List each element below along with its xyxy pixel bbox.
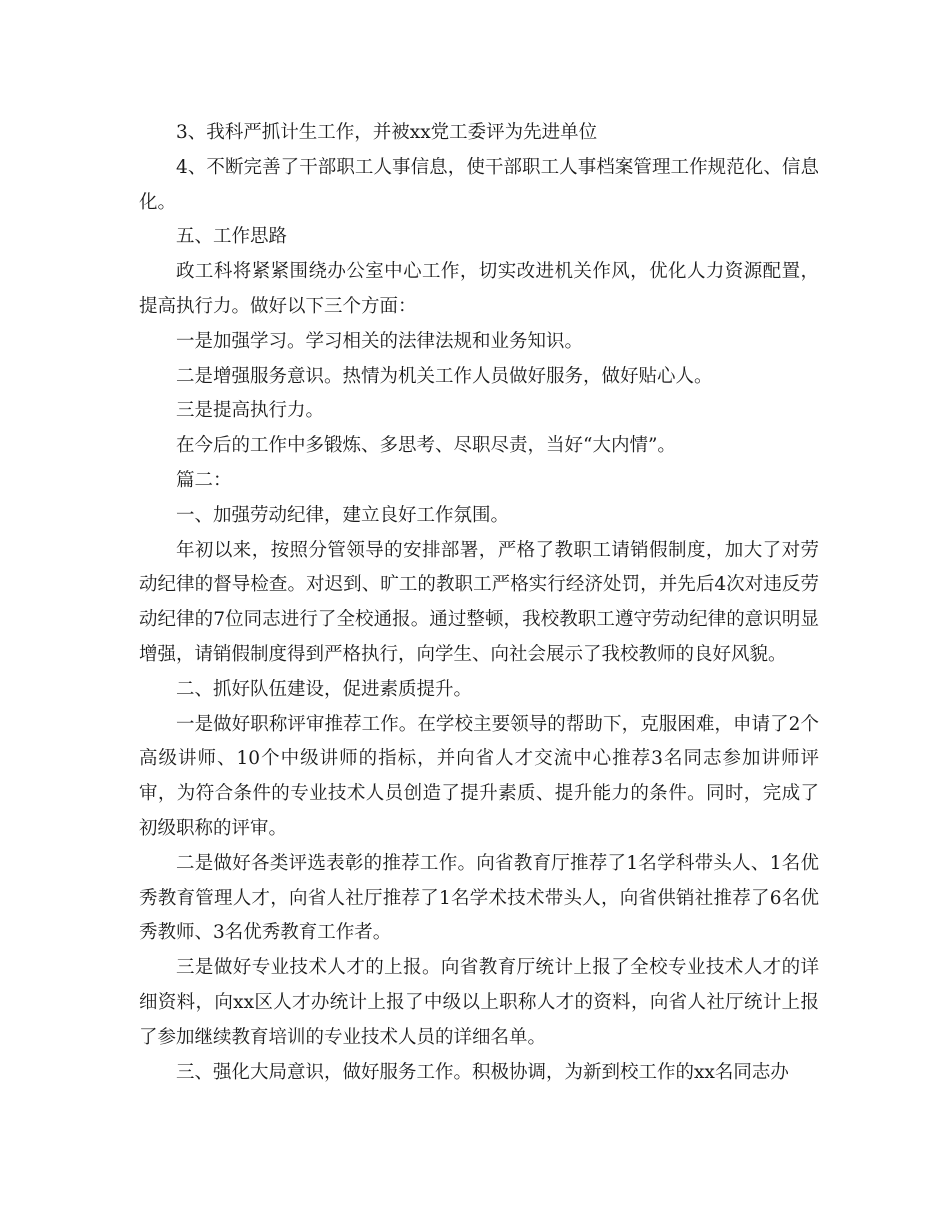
paragraph: 在今后的工作中多锻炼、多思考、尽职尽责，当好“大内情”。 [176, 435, 676, 457]
paragraph: 三、强化大局意识，做好服务工作。积极协调，为新到校工作的xx名同志办 [176, 1061, 789, 1083]
paragraph: 一是加强学习。学习相关的法律法规和业务知识。 [176, 330, 584, 352]
paragraph: 三是做好专业技术人才的上报。向省教育厅统计上报了全校专业技术人才的详细资料，向xx区人才办统计上报了中级以上职称人才的资料，向省人社厅统计上报了参加继续教育培训的专业技术人员的详细名单。 [139, 957, 819, 1048]
paragraph: 三是提高执行力。 [176, 400, 325, 422]
paragraph: 政工科将紧紧围绕办公室中心工作，切实改进机关作风，优化人力资源配置，提高执行力。做好以下三个方面： [139, 261, 819, 317]
paragraph: 二是增强服务意识。热情为机关工作人员做好服务，做好贴心人。 [176, 365, 713, 387]
paragraph: 年初以来，按照分管领导的安排部署，严格了教职工请销假制度，加大了对劳动纪律的督导检查。对迟到、旷工的教职工严格实行经济处罚，并先后4次对违反劳动纪律的7位同志进行了全校通报。通过整顿，我校教职工遵守劳动纪律的意识明显增强，请销假制度得到严格执行，向学生、向社会展示了我校教师的良好风貌。 [139, 539, 819, 665]
section-heading: 一、加强劳动纪律，建立良好工作氛围。 [176, 504, 510, 526]
document-body [139, 116, 819, 1090]
section-heading: 二、抓好队伍建设，促进素质提升。 [176, 678, 473, 700]
section-heading: 五、工作思路 [176, 226, 288, 248]
paragraph: 一是做好职称评审推荐工作。在学校主要领导的帮助下，克服困难，申请了2个高级讲师、10个中级讲师的指标，并向省人才交流中心推荐3名同志参加讲师评审，为符合条件的专业技术人员创造了提升素质、提升能力的条件。同时，完成了初级职称的评审。 [139, 713, 819, 839]
paragraph: 3、我科严抓计生工作，并被xx党工委评为先进单位 [176, 122, 598, 143]
paragraph: 二是做好各类评选表彰的推荐工作。向省教育厅推荐了1名学科带头人、1名优秀教育管理人才，向省人社厅推荐了1名学术技术带头人，向省供销社推荐了6名优秀教师、3名优秀教育工作者。 [139, 852, 819, 944]
paragraph: 4、不断完善了干部职工人事信息，使干部职工人事档案管理工作规范化、信息化。 [139, 156, 819, 213]
section-heading: 篇二： [176, 469, 232, 491]
